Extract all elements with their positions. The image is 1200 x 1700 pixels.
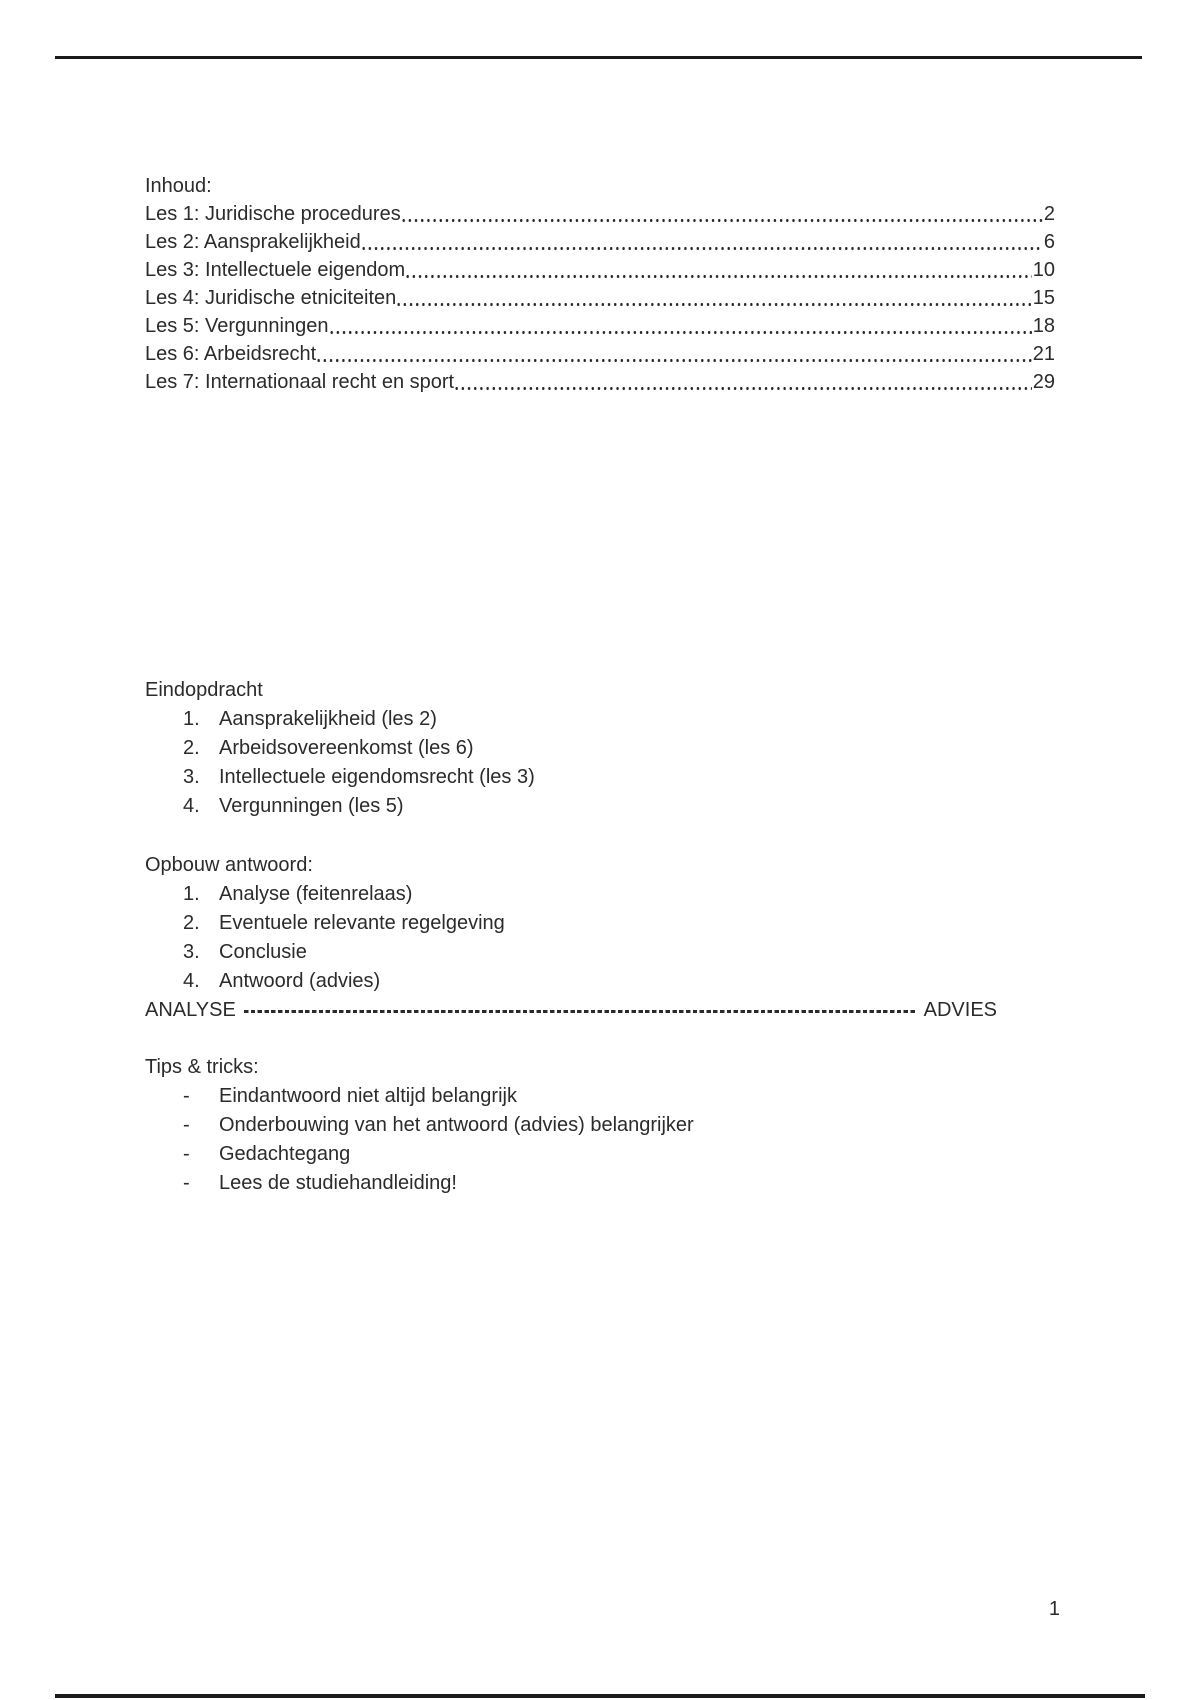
list-item-number: 4. [183,970,200,992]
toc-heading: Inhoud: [145,175,212,197]
list-item-text: Vergunningen (les 5) [219,795,404,817]
eindopdracht-heading: Eindopdracht [145,679,263,701]
dot-leader [317,359,1032,362]
analyse-advies-line [145,996,997,1025]
list-item-text: Lees de studiehandleiding! [219,1172,457,1194]
list-item-text: Eventuele relevante regelgeving [219,912,505,934]
toc-entry-label: Les 2: Aansprakelijkheid [145,231,361,253]
list-item-text: Antwoord (advies) [219,970,381,992]
list-item [145,763,845,792]
dot-leader [455,387,1032,390]
bullet-dash: - [183,1143,190,1165]
eindopdracht-section [145,676,845,821]
toc-entry-label: Les 3: Intellectuele eigendom [145,259,406,281]
header-rule [55,56,1142,59]
page-number: 1 [1048,1598,1060,1620]
dot-leader [362,247,1043,250]
dot-leader [397,303,1032,306]
toc-entry-page: 18 [1032,315,1055,337]
list-item-text: Arbeidsovereenkomst (les 6) [219,737,474,759]
toc-entry [145,368,1055,396]
toc-entry-page: 10 [1032,259,1055,281]
toc-entry-page: 21 [1032,343,1055,365]
list-item [145,1140,945,1169]
dot-leader [406,275,1032,278]
list-item [145,705,845,734]
bullet-dash: - [183,1172,190,1194]
dot-leader [402,219,1043,222]
list-item [145,734,845,763]
toc-entry-label: Les 4: Juridische etniciteiten [145,287,397,309]
toc-entry-label: Les 1: Juridische procedures [145,203,401,225]
toc-entry-label: Les 7: Internationaal recht en sport [145,371,455,393]
list-item [145,880,1000,909]
bullet-dash: - [183,1114,190,1136]
toc-entry [145,284,1055,312]
table-of-contents [145,172,1055,396]
list-item-text: Intellectuele eigendomsrecht (les 3) [219,766,535,788]
advies-label: ADVIES [923,999,997,1021]
dot-leader [330,331,1032,334]
list-item-text: Onderbouwing van het antwoord (advies) belangrijker [219,1114,694,1136]
list-item-text: Analyse (feitenrelaas) [219,883,413,905]
list-item-number: 3. [183,766,200,788]
list-item-number: 3. [183,941,200,963]
list-item-text: Conclusie [219,941,307,963]
list-item-text: Aansprakelijkheid (les 2) [219,708,437,730]
list-item [145,938,1000,967]
list-item [145,967,1000,996]
analyse-label: ANALYSE [145,999,236,1021]
toc-entry-page: 6 [1043,231,1055,253]
list-item-text: Gedachtegang [219,1143,351,1165]
toc-entry-label: Les 6: Arbeidsrecht [145,343,317,365]
opbouw-heading: Opbouw antwoord: [145,854,313,876]
toc-entry [145,312,1055,340]
tips-tricks-section [145,1053,945,1198]
toc-entry-label: Les 5: Vergunningen [145,315,329,337]
toc-entry-page: 15 [1032,287,1055,309]
toc-entry [145,228,1055,256]
toc-entry [145,200,1055,228]
list-item-number: 4. [183,795,200,817]
list-item [145,909,1000,938]
dash-leader [244,1010,916,1013]
list-item [145,1169,945,1198]
list-item [145,1082,945,1111]
list-item [145,792,845,821]
toc-entry-page: 2 [1043,203,1055,225]
list-item-text: Eindantwoord niet altijd belangrijk [219,1085,517,1107]
list-item-number: 2. [183,912,200,934]
tips-heading: Tips & tricks: [145,1056,259,1078]
list-item-number: 1. [183,708,200,730]
toc-entry [145,256,1055,284]
footer-rule [55,1694,1145,1698]
toc-entry [145,340,1055,368]
list-item-number: 1. [183,883,200,905]
list-item-number: 2. [183,737,200,759]
list-item [145,1111,945,1140]
toc-entry-page: 29 [1032,371,1055,393]
bullet-dash: - [183,1085,190,1107]
opbouw-antwoord-section [145,851,1000,1025]
